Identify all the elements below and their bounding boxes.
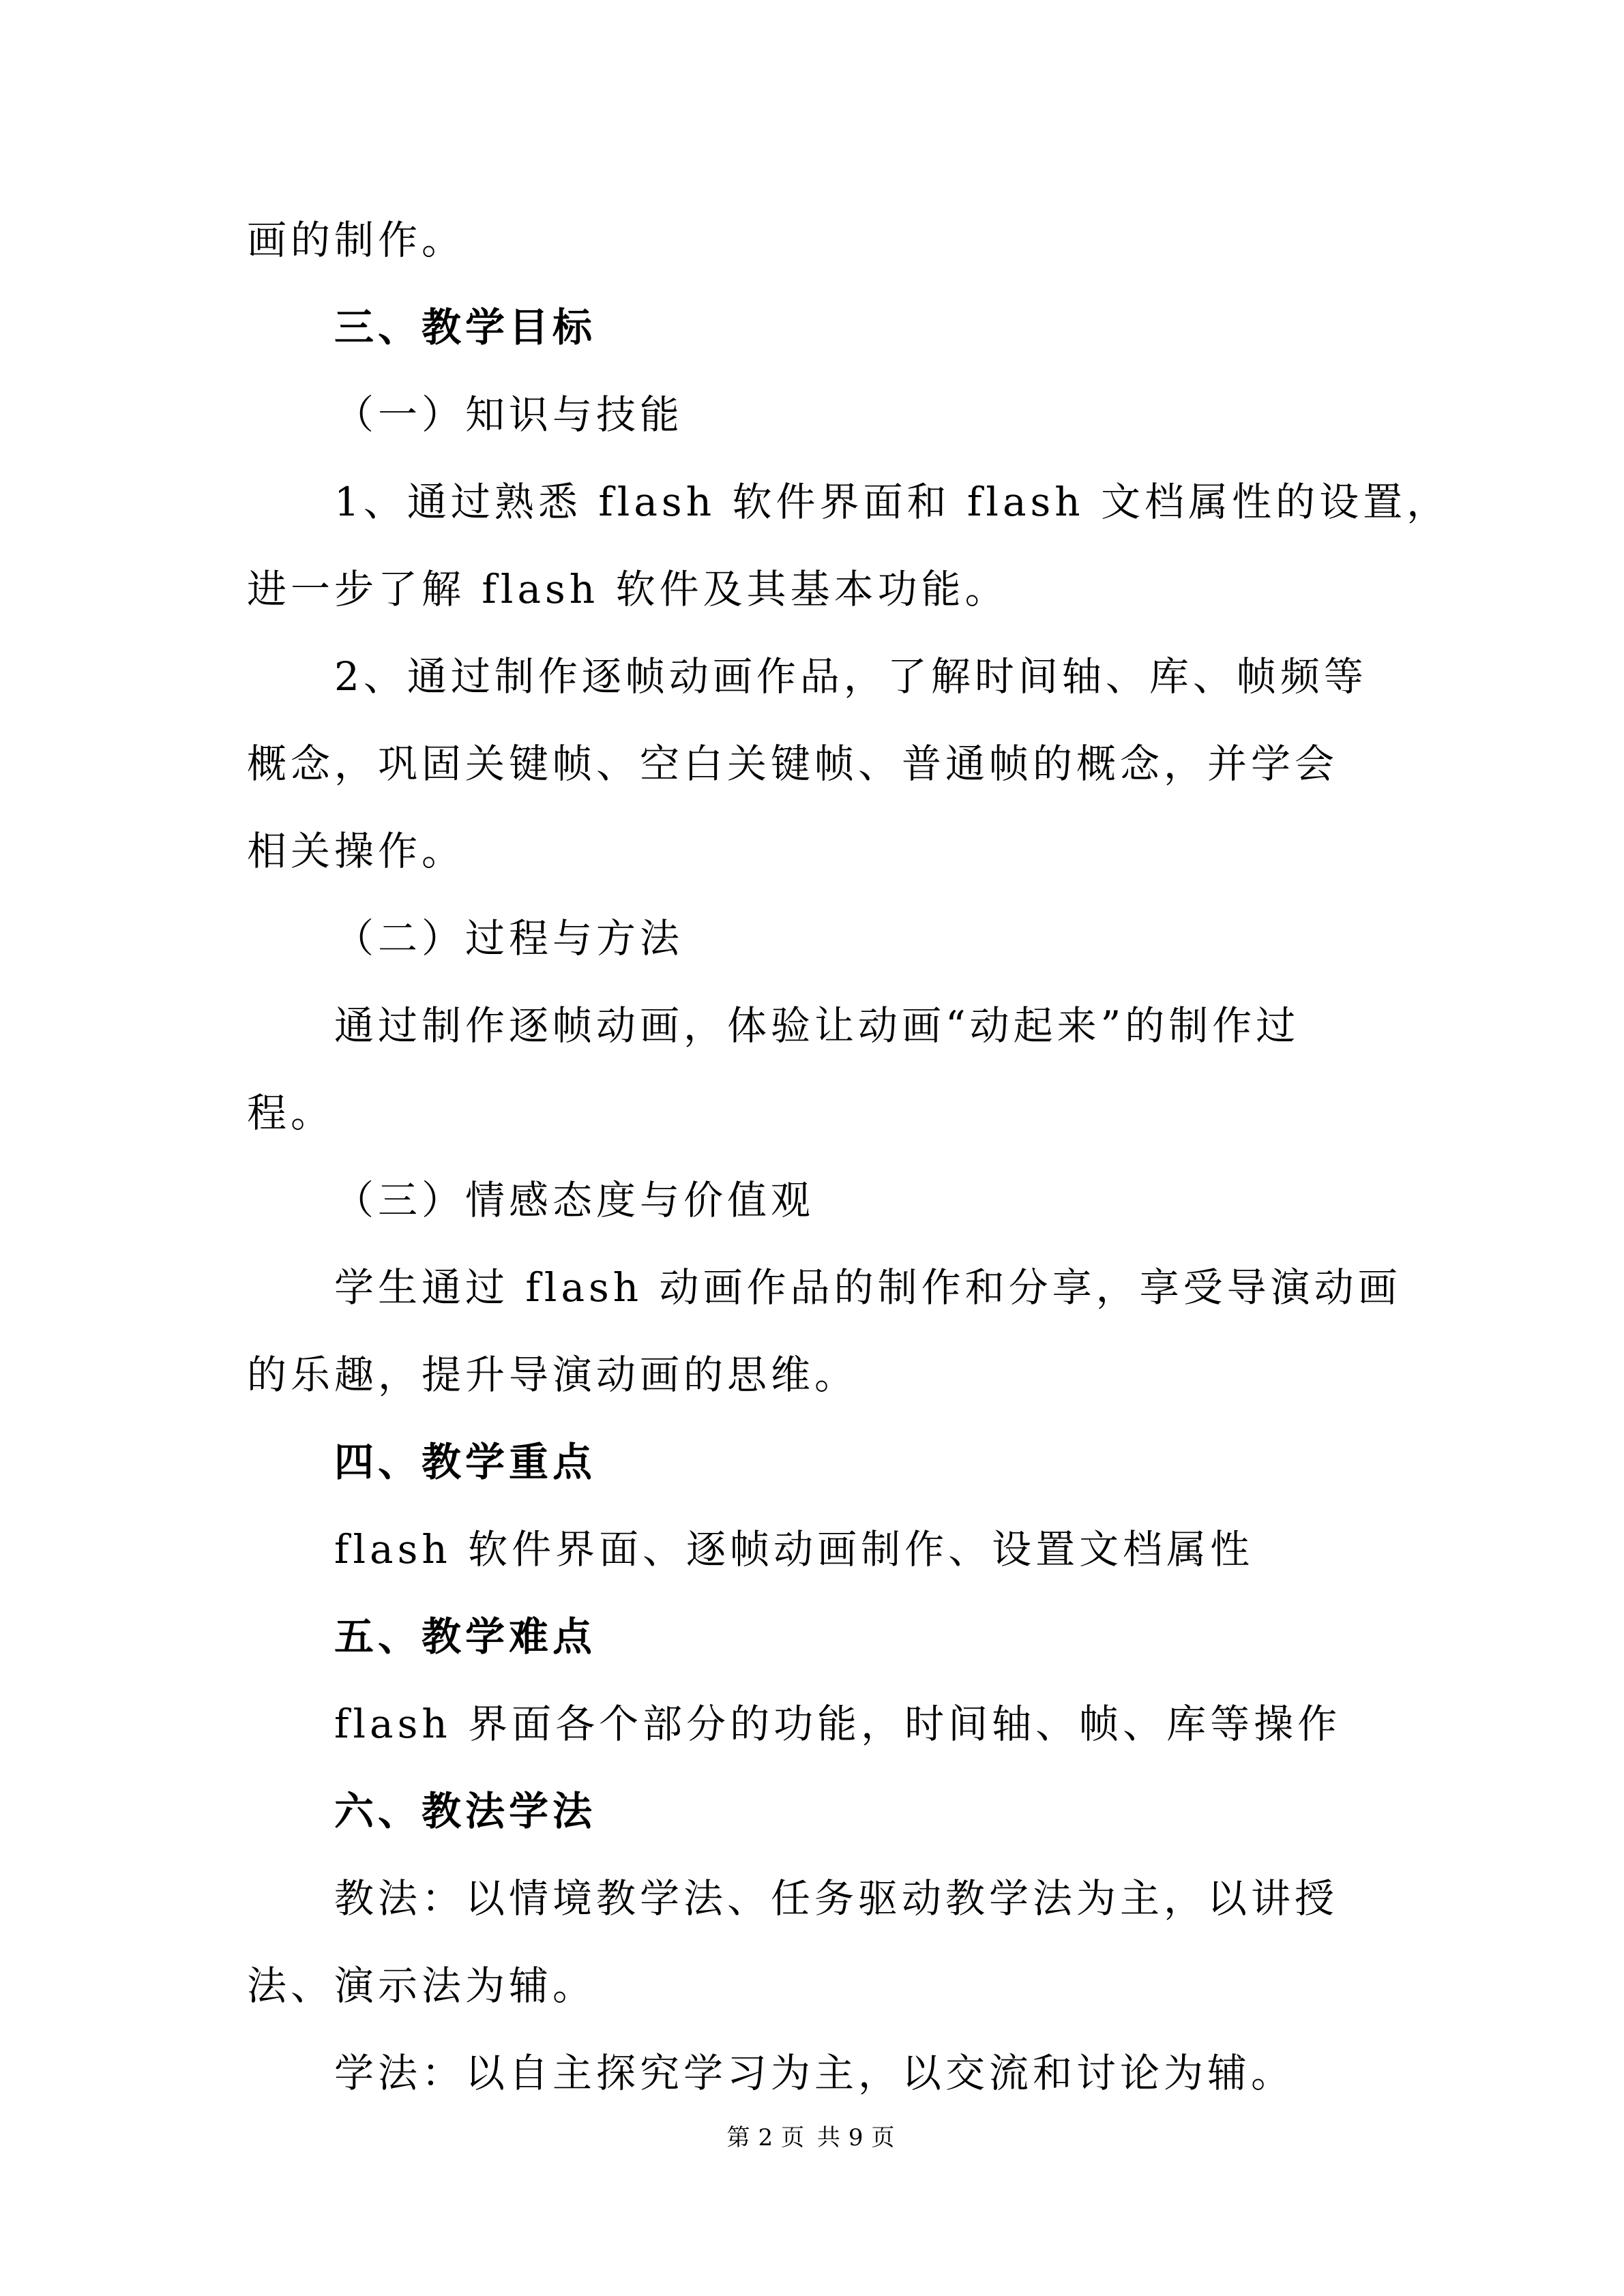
text-line: flash 界面各个部分的功能，时间轴、帧、库等操作 bbox=[334, 1701, 1342, 1747]
text-line: flash 软件界面、逐帧动画制作、设置文档属性 bbox=[334, 1526, 1254, 1572]
section-heading: 五、教学难点 bbox=[334, 1613, 597, 1660]
section-heading: 六、教法学法 bbox=[334, 1788, 597, 1834]
text-line: 法、演示法为辅。 bbox=[247, 1963, 597, 2009]
text-line: 画的制作。 bbox=[247, 217, 466, 263]
subsection-heading: （三）情感态度与价值观 bbox=[334, 1177, 815, 1223]
footer-suffix: 页 bbox=[871, 2124, 898, 2151]
subsection-heading: （二）过程与方法 bbox=[334, 915, 684, 961]
text-line: 概念，巩固关键帧、空白关键帧、普通帧的概念，并学会 bbox=[247, 741, 1339, 787]
section-heading: 三、教学目标 bbox=[334, 304, 597, 351]
text-line: 的乐趣，提升导演动画的思维。 bbox=[247, 1352, 859, 1398]
text-line: 相关操作。 bbox=[247, 828, 466, 874]
text-line: 1、通过熟悉 flash 软件界面和 flash 文档属性的设置， bbox=[334, 479, 1451, 525]
footer-total-pages: 9 bbox=[848, 2124, 866, 2151]
page-footer bbox=[0, 2121, 1624, 2155]
text-line: 教法：以情境教学法、任务驱动教学法为主，以讲授 bbox=[334, 1875, 1339, 1922]
footer-prefix: 第 bbox=[726, 2124, 753, 2151]
footer-middle: 页 共 bbox=[781, 2124, 843, 2151]
text-line: 2、通过制作逐帧动画作品，了解时间轴、库、帧频等 bbox=[334, 653, 1368, 700]
text-line: 进一步了解 flash 软件及其基本功能。 bbox=[247, 566, 1009, 612]
text-line: 学法：以自主探究学习为主，以交流和讨论为辅。 bbox=[334, 2050, 1295, 2096]
footer-current-page: 2 bbox=[758, 2124, 776, 2151]
text-line: 通过制作逐帧动画，体验让动画“动起来”的制作过 bbox=[334, 1002, 1300, 1049]
section-heading: 四、教学重点 bbox=[334, 1439, 597, 1485]
text-line: 学生通过 flash 动画作品的制作和分享，享受导演动画 bbox=[334, 1264, 1402, 1311]
subsection-heading: （一）知识与技能 bbox=[334, 391, 684, 438]
text-line: 程。 bbox=[247, 1090, 335, 1136]
